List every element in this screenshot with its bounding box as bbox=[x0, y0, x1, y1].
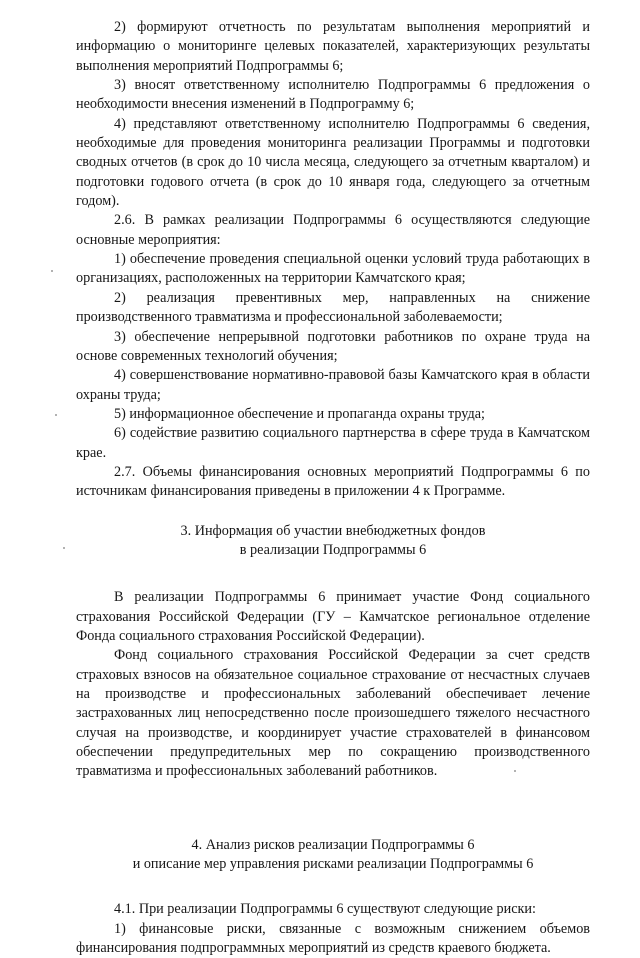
paragraph-2-6: 2.6. В рамках реализации Подпрограммы 6 осуществляются следующие основные мероприятия: bbox=[76, 212, 590, 248]
section-4-heading-line-1: 4. Анализ рисков реализации Подпрограммы 6 bbox=[191, 836, 475, 853]
risk-item-1: 1) финансовые риски, связанные с возможным снижением объемов финансирования подпрограммных мероприятий из средств краевого бюджета. bbox=[76, 920, 590, 957]
section-3-paragraph-1: В реализации Подпрограммы 6 принимает участие Фонд социального страхования Российской Федерации (ГУ – Камчатское региональное отделение Фонда социального страхования Российской Федерации). bbox=[76, 589, 590, 644]
measure-item-1: 1) обеспечение проведения специальной оценки условий труда работающих в организациях, расположенных на территории Камчатского края; bbox=[76, 251, 590, 287]
list-item-monitoring-info: 4) представляют ответственному исполнителю Подпрограммы 6 сведения, необходимые для проведения мониторинга реализации Программы и подготовки сводных отчетов (в срок до 10 числа месяца, следующего за отчетным кварталом) и подготовки годового отчета (в срок до 10 января года, следующего за отчетным годом). bbox=[76, 115, 590, 210]
scan-speck bbox=[55, 414, 57, 416]
measure-item-3: 3) обеспечение непрерывной подготовки работников по охране труда на основе современных технологий обучения; bbox=[76, 328, 590, 364]
list-item-proposals: 3) вносят ответственному исполнителю Подпрограммы 6 предложения о необходимости внесения изменений в Подпрограмму 6; bbox=[76, 77, 590, 113]
paragraph-4-1: 4.1. При реализации Подпрограммы 6 существуют следующие риски: bbox=[114, 901, 536, 918]
measure-item-2: 2) реализация превентивных мер, направленных на снижение производственного травматизма и профессиональной заболеваемости; bbox=[76, 289, 590, 326]
measure-item-6: 6) содействие развитию социального партнерства в сфере труда в Камчатском крае. bbox=[76, 425, 590, 461]
section-3-heading-line-2: в реализации Подпрограммы 6 bbox=[239, 541, 427, 558]
scan-speck bbox=[63, 547, 65, 549]
section-4-heading-line-2: и описание мер управления рисками реализации Подпрограммы 6 bbox=[132, 856, 534, 873]
list-item-reporting: 2) формируют отчетность по результатам выполнения мероприятий и информацию о мониторинге целевых показателей, характеризующих результаты выполнения мероприятий Подпрограммы 6; bbox=[76, 19, 590, 74]
paragraph-2-7: 2.7. Объемы финансирования основных мероприятий Подпрограммы 6 по источникам финансирования приведены в приложении 4 к Программе. bbox=[76, 463, 590, 500]
scan-speck bbox=[514, 770, 516, 772]
document-page bbox=[76, 18, 590, 958]
measure-item-5: 5) информационное обеспечение и пропаганда охраны труда; bbox=[114, 405, 485, 422]
section-3-paragraph-2: Фонд социального страхования Российской Федерации за счет средств страховых взносов на обязательное социальное страхование от несчастных случаев на производстве и профессиональных заболеваний обеспечивает лечение застрахованных лиц непосредственно после произошедшего тяжелого несчастного случая на производстве, и координирует участие страхователей в финансовом обеспечении предупредительных мер по сокращению производственного травматизма и профессиональных заболеваний работников. bbox=[76, 647, 590, 780]
scan-speck bbox=[51, 270, 53, 272]
measure-item-4: 4) совершенствование нормативно-правовой базы Камчатского края в области охраны труда; bbox=[76, 367, 590, 403]
section-3-heading-line-1: 3. Информация об участии внебюджетных фондов bbox=[180, 522, 486, 539]
